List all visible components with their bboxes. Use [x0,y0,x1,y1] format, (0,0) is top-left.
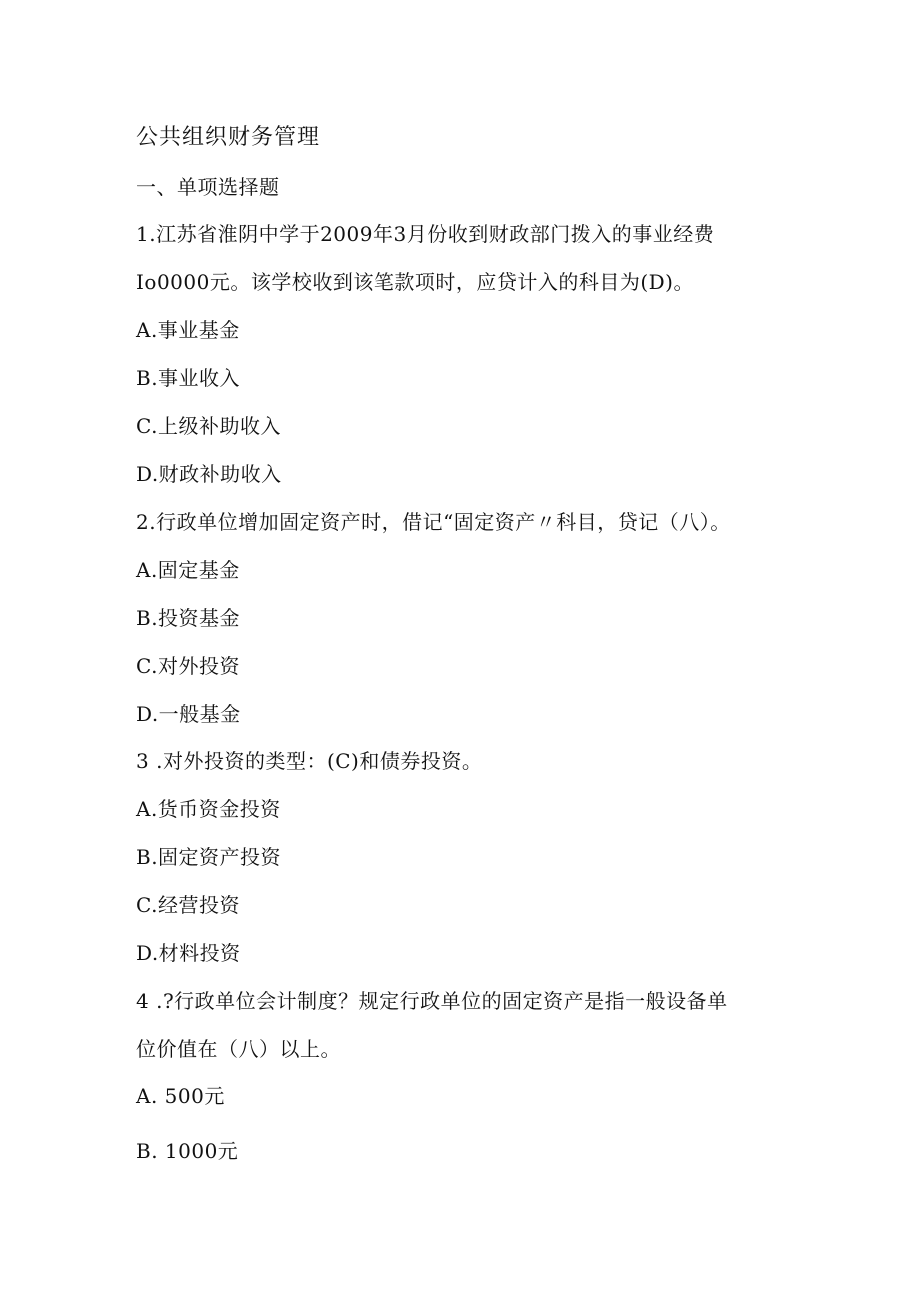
question-3-option-a: A.货币资金投资 [136,797,281,821]
question-4-stem-line-2: 位价值在（八）以上。 [136,1037,341,1061]
question-2-option-a: A.固定基金 [136,558,240,582]
question-2-option-b: B.投资基金 [136,606,241,630]
question-2-stem-line-1: 2.行政单位增加固定资产时，借记“固定资产〃科目，贷记（八）。 [136,510,731,534]
question-1-option-a: A.事业基金 [136,318,240,342]
question-3-option-b: B.固定资产投资 [136,845,282,869]
question-1-stem-line-1: 1.江苏省淮阴中学于2009年3月份收到财政部门拨入的事业经费 [136,222,715,246]
question-1-option-c: C.上级补助收入 [136,414,281,438]
question-4-option-b: B. 1000元 [136,1139,239,1163]
question-4-stem-line-1: 4 .?行政单位会计制度？规定行政单位的固定资产是指一般设备单 [136,989,728,1013]
section-heading: 一、单项选择题 [136,175,280,199]
document-title: 公共组织财务管理 [136,125,321,150]
question-4-option-a: A. 500元 [136,1084,225,1108]
question-3-option-d: D.材料投资 [136,941,241,965]
question-2-option-d: D.一般基金 [136,702,241,726]
question-3-option-c: C.经营投资 [136,893,240,917]
question-2-option-c: C.对外投资 [136,654,240,678]
question-1-stem-line-2: Io0000元。该学校收到该笔款项时，应贷计入的科目为(D)。 [136,270,694,294]
question-1-option-b: B.事业收入 [136,366,241,390]
question-3-stem-line-1: 3 .对外投资的类型：(C)和债券投资。 [136,749,483,773]
question-1-option-d: D.财政补助收入 [136,462,282,486]
